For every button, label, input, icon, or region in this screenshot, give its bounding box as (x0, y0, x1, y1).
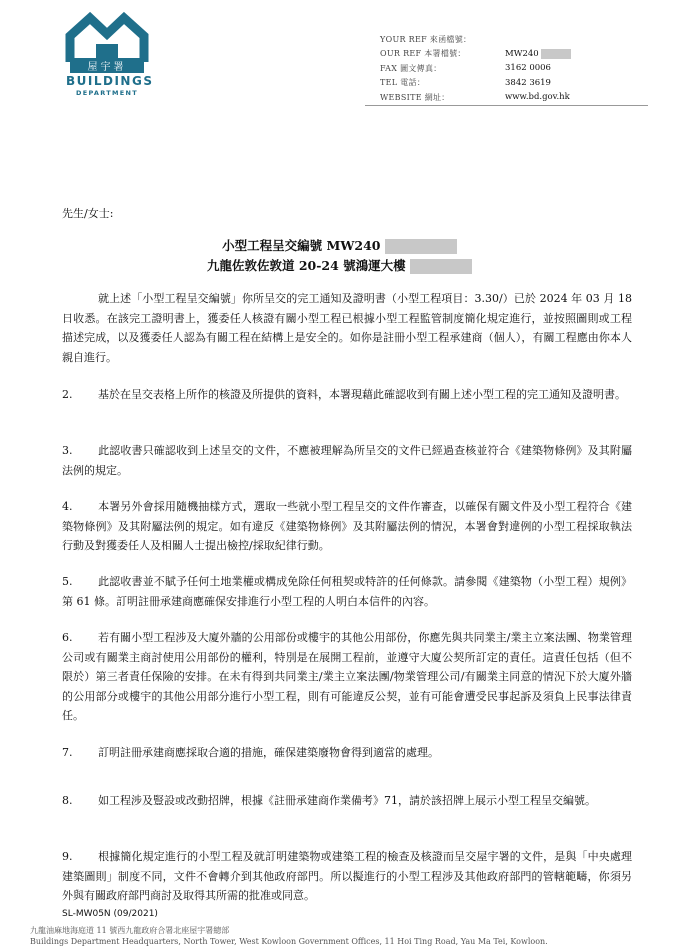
logo-english-line2: DEPARTMENT (76, 89, 138, 97)
paragraph-3 (62, 441, 632, 480)
redaction-block (385, 239, 457, 254)
ref-row-tel (380, 76, 571, 91)
paragraph-8 (62, 791, 632, 811)
paragraph-7 (62, 743, 632, 763)
subject-text: 九龍佐敦佐敦道 20-24 號鴻運大樓 (206, 258, 406, 273)
paragraph-4 (62, 497, 632, 556)
paragraph-text: 就上述「小型工程呈交編號」你所呈交的完工通知及證明書（小型工程項目：3.30/）已於 2024 年 03 月 18 日收悉。在該完工證明書上，獲委任人核證有關小型工程已根據小型工程監管制度簡化規定進行，並按照圖則或工程描述完成，以及獲委任人認為有關工程在結構上是安全的。如你是註冊小型工程承建商（個人），有關工程應由你本人親自進行。 (62, 292, 632, 364)
ref-row-your-ref (380, 32, 571, 47)
our-ref-number: MW240 (505, 48, 539, 59)
ref-label: YOUR REF 來函檔號： (380, 34, 472, 44)
paragraph-number: 4. (62, 500, 73, 513)
header-divider (365, 105, 648, 106)
paragraph-number: 5. (62, 575, 73, 588)
paragraph-1 (62, 289, 632, 367)
subject-text: 小型工程呈交編號 MW240 (222, 238, 381, 253)
ref-value (505, 49, 571, 59)
ref-label: OUR REF 本署檔號： (380, 49, 466, 59)
paragraph-number: 7. (62, 746, 73, 759)
paragraph-number: 3. (62, 444, 73, 457)
paragraph-5 (62, 572, 632, 611)
paragraph-text: 此認收書並不賦予任何土地業權或構成免除任何租契或特許的任何條款。請參閱《建築物（小型工程）規例》第 61 條。訂明註冊承建商應確保安排進行小型工程的人明白本信件的內容。 (62, 575, 632, 608)
ref-row-website (380, 90, 571, 105)
paragraph-text: 此認收書只確認收到上述呈交的文件，不應被理解為所呈交的文件已經過查核並符合《建築物條例》及其附屬法例的規定。 (62, 444, 632, 477)
paragraph-2 (62, 385, 632, 405)
paragraph-number: 2. (62, 388, 73, 401)
paragraph-text: 本署另外會採用隨機抽樣方式，選取一些就小型工程呈交的文件作審查，以確保有關文件及小型工程符合《建築物條例》及其附屬法例的規定。如有違反《建築物條例》及其附屬法例的情況，本署會對違例的小型工程採取執法行動及對獲委任人及相關人士提出檢控/採取紀律行動。 (62, 500, 632, 552)
form-code: SL-MW05N (09/2021) (62, 909, 158, 919)
paragraph-text: 根據簡化規定進行的小型工程及就訂明建築物或建築工程的檢查及核證而呈交屋宇署的文件，是與「中央處理建築圖則」制度不同，文件不會轉介到其他政府部門。所以擬進行的小型工程涉及其他政府部門的管轄範疇，你須另外與有關政府部門商討及取得其所需的批准或同意。 (62, 850, 632, 902)
ref-row-our-ref (380, 47, 571, 62)
paragraph-text: 基於在呈交表格上所作的核證及所提供的資料，本署現藉此確認收到有關上述小型工程的完工通知及證明書。 (98, 388, 626, 401)
ref-label: TEL 電話： (380, 78, 426, 88)
paragraph-6 (62, 628, 632, 726)
footer-address-chinese: 九龍油麻地海庭道 11 號西九龍政府合署北座屋宇署總部 (30, 926, 230, 935)
footer-address-english: Buildings Department Headquarters, North Tower, West Kowloon Government Offices, 11 Hoi Ting Road, Yau Ma Tei, Kowloon. (30, 937, 548, 946)
subject-line-1 (62, 236, 617, 254)
ref-value: 3842 3619 (505, 77, 551, 88)
paragraph-text: 若有關小型工程涉及大廈外牆的公用部份或樓宇的其他公用部份，你應先與共同業主/業主立案法團、物業管理公司或有關業主商討使用公用部份的權利，特別是在展開工程前，並遵守大廈公契所訂定的責任。這責任包括（但不限於）第三者責任保險的安排。在未有得到共同業主/業主立案法團/物業管理公司/有關業主同意的情況下於大廈外牆的公用部分或樓宇的其他公用部分進行小型工程，則有可能違反公契，並有可能會遭受民事起訴及須負上民事法律責任。 (62, 631, 632, 722)
ref-value: www.bd.gov.hk (505, 92, 570, 103)
ref-value: 3162 0006 (505, 63, 551, 74)
subject-line-2 (62, 256, 617, 274)
redaction-block (410, 259, 472, 274)
paragraph-number: 6. (62, 631, 73, 644)
paragraph-text: 如工程涉及豎設或改動招牌，根據《註冊承建商作業備考》71，請於該招牌上展示小型工程呈交編號。 (98, 794, 596, 807)
salutation: 先生/女士: (62, 207, 114, 220)
redaction-block (541, 49, 571, 59)
ref-label: WEBSITE 網址： (380, 92, 450, 102)
paragraph-number: 9. (62, 850, 73, 863)
logo-chinese-name: 屋宇署 (70, 58, 144, 73)
ref-label: FAX 圖文傳真： (380, 63, 442, 73)
paragraph-number: 8. (62, 794, 73, 807)
paragraph-text: 訂明註冊承建商應採取合適的措施，確保建築廢物會得到適當的處理。 (98, 746, 439, 759)
paragraph-9 (62, 847, 632, 906)
logo-english-line1: BUILDINGS (66, 74, 154, 88)
ref-row-fax (380, 61, 571, 76)
reference-block (380, 32, 571, 105)
